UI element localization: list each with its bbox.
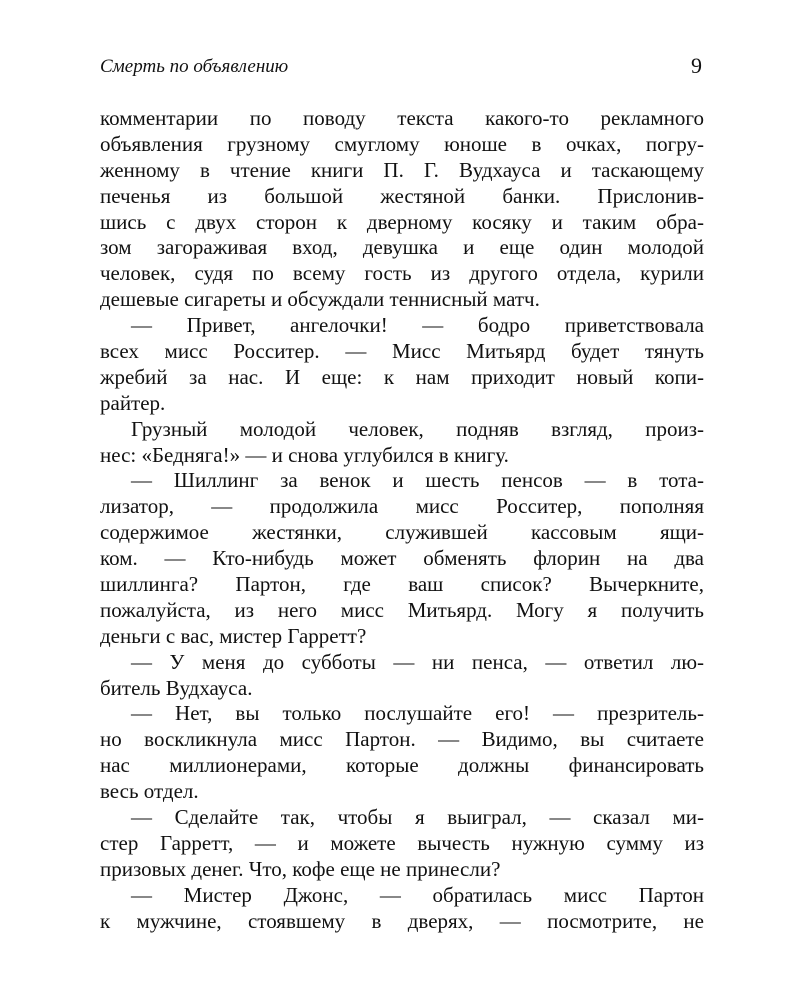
text-line: — Шиллинг за венок и шесть пенсов — в тота- [131,468,704,493]
text-line: лизатор, — продолжила мисс Росситер, пополняя [100,494,704,519]
running-title: Смерть по объявлению [100,56,289,77]
text-line: женному в чтение книги П. Г. Вудхауса и таскающему [100,157,704,182]
text-line: — Нет, вы только послушайте его! — презритель- [131,701,704,726]
text-line: весь отдел. [100,779,199,804]
book-page [100,54,704,935]
text-line: ком. — Кто-нибудь может обменять флорин на два [100,546,704,571]
text-line: — Мистер Джонс, — обратилась мисс Партон [131,882,704,907]
text-line: печенья из большой жестяной банки. Прислонив- [100,183,704,208]
text-line: зом загораживая вход, девушка и еще один молодой [100,235,704,260]
text-line: райтер. [100,390,166,415]
text-line: но воскликнула мисс Партон. — Видимо, вы считаете [100,727,704,752]
text-line: шиллинга? Партон, где ваш список? Вычеркните, [100,572,704,597]
running-head [100,54,704,84]
text-line: — У меня до субботы — ни пенса, — ответил лю- [131,649,704,674]
text-line: — Привет, ангелочки! — бодро приветствовала [131,313,704,338]
text-line: Грузный молодой человек, подняв взгляд, произ- [131,416,704,441]
text-line: шись с двух сторон к дверному косяку и таким обра- [100,209,704,234]
text-line: жребий за нас. И еще: к нам приходит новый копи- [100,364,704,389]
text-line: объявления грузному смуглому юноше в очках, погру- [100,131,704,156]
text-line: стер Гарретт, — и можете вычесть нужную сумму из [100,830,704,855]
text-line: к мужчине, стоявшему в дверях, — посмотрите, не [100,908,704,933]
text-line: нас миллионерами, которые должны финансировать [100,753,704,778]
body-text [100,106,704,935]
text-line: нес: «Бедняга!» — и снова углубился в книгу. [100,442,509,467]
text-line: дешевые сигареты и обсуждали теннисный матч. [100,287,540,312]
text-line: — Сделайте так, чтобы я выиграл, — сказал ми- [131,805,704,830]
text-line: призовых денег. Что, кофе еще не принесли? [100,856,501,881]
text-line: человек, судя по всему гость из другого отдела, курили [100,261,704,286]
text-line: деньги с вас, мистер Гарретт? [100,623,367,648]
text-line: комментарии по поводу текста какого-то рекламного [100,106,704,130]
text-line: всех мисс Росситер. — Мисс Митьярд будет тянуть [100,339,704,364]
text-line: содержимое жестянки, служившей кассовым ящи- [100,520,704,545]
page-number: 9 [691,53,702,78]
text-line: пожалуйста, из него мисс Митьярд. Могу я получить [100,597,704,622]
text-line: битель Вудхауса. [100,675,253,700]
